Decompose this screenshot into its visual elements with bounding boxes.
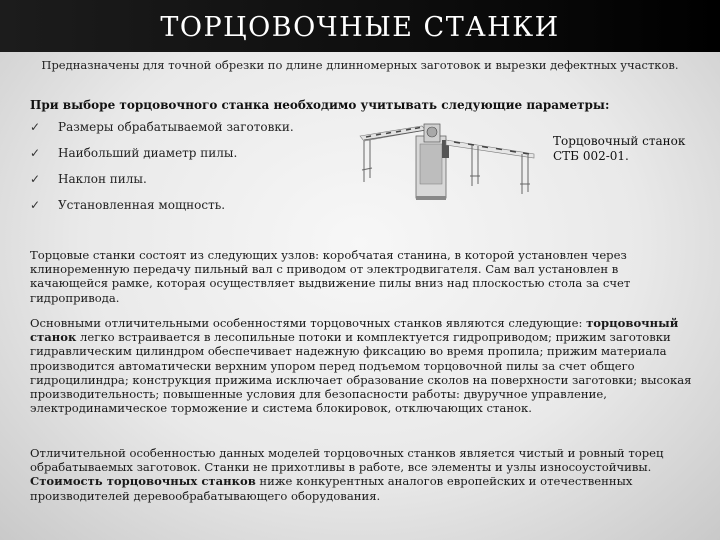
params-list-item	[30, 146, 350, 172]
check-icon: ✓	[30, 146, 41, 160]
saw-body	[416, 124, 449, 200]
bold-term: торцовочный станок	[30, 316, 679, 345]
param-label: Наклон пилы.	[58, 172, 147, 186]
slide-subtitle: Предназначены для точной обрезки по длине длинномерных заготовок и вырезки дефектных участков.	[41, 58, 679, 72]
param-label: Установленная мощность.	[58, 198, 226, 212]
bold-term: Стоимость торцовочных станков	[30, 474, 256, 489]
params-list-item	[30, 198, 350, 224]
paragraph-features	[30, 316, 692, 415]
paragraph-advantages	[30, 446, 692, 503]
param-label: Наибольший диаметр пилы.	[58, 146, 238, 160]
params-list	[30, 120, 350, 224]
params-list-item	[30, 172, 350, 198]
cross-cut-saw-image	[352, 118, 542, 208]
paragraph-text: ниже конкурентных аналогов европейских и отечественных производителей деревообрабатывающего оборудования.	[30, 474, 633, 503]
image-caption: Торцовочный станок СТБ 002-01.	[553, 134, 686, 163]
check-icon: ✓	[30, 198, 41, 212]
params-list-item	[30, 120, 350, 146]
paragraph-structure: Торцовые станки состоят из следующих узлов: коробчатая станина, в которой установлен через клиноременную передачу пильный вал с приводом от электродвигателя. Сам вал установлен в качающейся рамке, которая осуществляет выдвижение пилы вниз над плоскостью стола за счет гидропривода.	[30, 248, 631, 305]
paragraph-text: легко встраивается в лесопильные потоки и комплектуется гидроприводом; прижим заготовки гидравлическим цилиндром обеспечивает надежную фиксацию во время пропила; прижим материала производится автоматически верхним упором перед подъемом торцовочной пилы за счет общего гидроцилиндра; конструкция прижима исключает образование сколов на поверхности заготовки; высокая производительность; повышенные условия для безопасности работы: двуручное управление, электродинамическое торможение и система блокировок, отключающих станок.	[30, 330, 692, 416]
paragraph-text: Основными отличительными особенностями торцовочных станков являются следующие:	[30, 316, 587, 330]
title-bar	[0, 0, 720, 52]
param-label: Размеры обрабатываемой заготовки.	[58, 120, 294, 134]
check-icon: ✓	[30, 120, 41, 134]
check-icon: ✓	[30, 172, 41, 186]
paragraph-text: Отличительной особенностью данных моделей торцовочных станков является чистый и ровный торец обрабатываемых заготовок. Станки не прихотливы в работе, все элементы и узлы износоустойчивы.	[30, 446, 664, 475]
slide-title: ТОРЦОВОЧНЫЕ СТАНКИ	[160, 12, 560, 43]
params-heading: При выборе торцовочного станка необходимо учитывать следующие параметры:	[30, 98, 610, 112]
right-roller-table	[446, 140, 534, 194]
